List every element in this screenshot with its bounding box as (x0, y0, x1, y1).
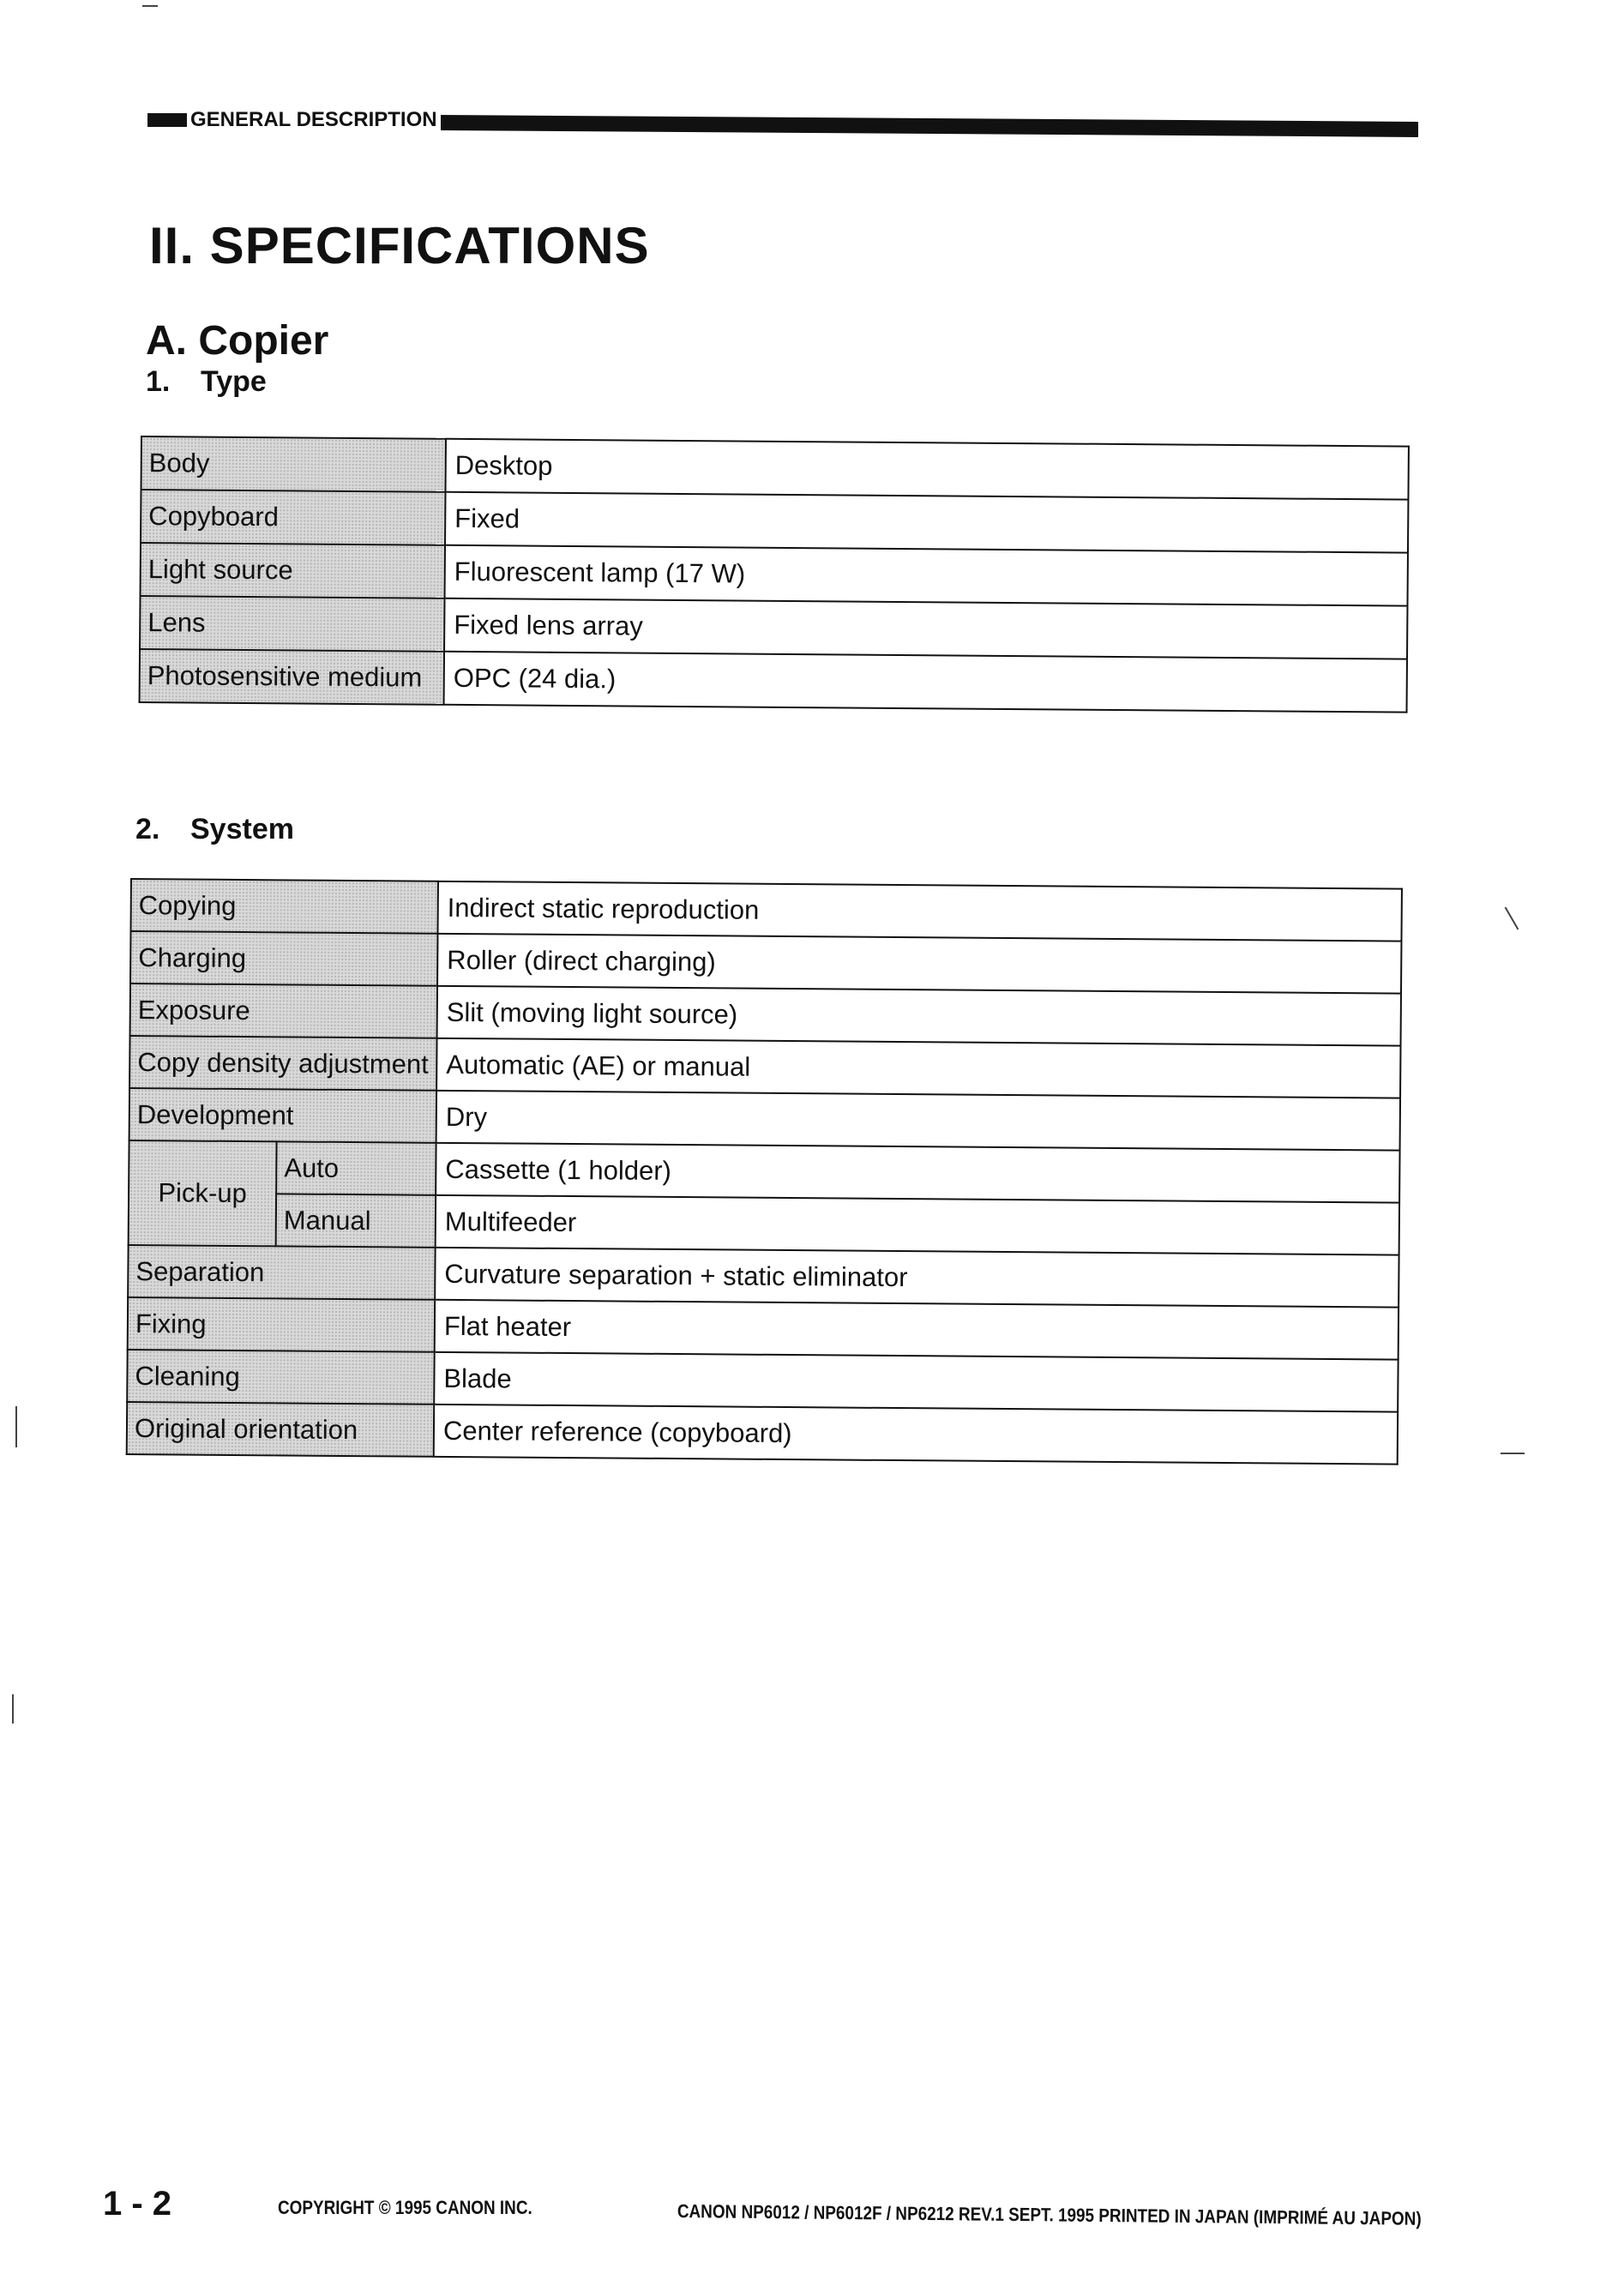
table-row (127, 1350, 1398, 1412)
spec-key: Exposure (130, 984, 437, 1038)
spec-value: Desktop (445, 439, 1408, 500)
header-block (147, 113, 187, 127)
table-row (128, 1245, 1398, 1308)
table-row (129, 1193, 1399, 1255)
spec-key: Development (129, 1088, 436, 1143)
type-heading (146, 365, 267, 399)
table-row (141, 490, 1408, 553)
spec-key: Light source (141, 543, 445, 599)
spec-key: Copying (131, 879, 438, 934)
spec-key: Copy density adjustment (129, 1036, 436, 1091)
copyright-notice: COPYRIGHT © 1995 CANON INC. (278, 2197, 532, 2218)
system-heading (135, 813, 294, 846)
table-row (129, 1088, 1400, 1151)
system-table (126, 878, 1403, 1465)
type-table (139, 436, 1410, 713)
model-info: CANON NP6012 / NP6012F / NP6212 REV.1 SEPT. 1995 PRINTED IN JAPAN (IMPRIMÉ AU JAPON) (677, 2200, 1422, 2229)
table-row (129, 1140, 1399, 1203)
spec-value: Slit (moving light source) (437, 986, 1401, 1046)
scan-mark (1505, 907, 1519, 930)
table-row (140, 596, 1407, 659)
table-row (127, 1402, 1398, 1465)
table-row (130, 931, 1401, 994)
spec-key: Original orientation (127, 1402, 434, 1457)
table-row (131, 879, 1402, 941)
table-row (141, 543, 1408, 606)
spec-value: Roller (direct charging) (437, 934, 1401, 994)
system-heading-number: 2. (135, 813, 160, 845)
spec-key: Cleaning (127, 1350, 434, 1405)
scan-mark (15, 1406, 17, 1447)
table-row (141, 436, 1409, 500)
type-heading-text: Type (201, 365, 267, 398)
header-label: GENERAL DESCRIPTION (190, 108, 437, 131)
spec-value: Indirect static reproduction (438, 881, 1402, 941)
pickup-auto-value: Cassette (1 holder) (436, 1143, 1399, 1203)
scan-mark (142, 5, 158, 7)
spec-value: OPC (24 dia.) (444, 652, 1407, 713)
spec-key: Charging (130, 931, 437, 986)
pickup-key: Pick-up (129, 1140, 277, 1246)
spec-key: Copyboard (141, 490, 445, 545)
spec-value: Center reference (copyboard) (434, 1405, 1398, 1465)
table-row (140, 649, 1407, 713)
type-heading-number: 1. (146, 365, 171, 398)
header-rule (441, 115, 1418, 137)
page-number: 1 - 2 (103, 2185, 172, 2223)
spec-value: Fluorescent lamp (17 W) (445, 545, 1408, 606)
spec-key: Fixing (128, 1297, 435, 1352)
table-row (128, 1297, 1398, 1360)
spec-value: Fixed (445, 492, 1408, 553)
scan-mark (1501, 1453, 1525, 1454)
pickup-manual-value: Multifeeder (436, 1195, 1399, 1255)
table-row (130, 984, 1401, 1046)
spec-value: Curvature separation + static eliminator (435, 1248, 1398, 1308)
section-header (147, 106, 1418, 130)
spec-value: Flat heater (435, 1300, 1398, 1360)
spec-key: Lens (140, 596, 444, 652)
spec-key: Body (141, 436, 446, 492)
spec-value: Blade (434, 1352, 1398, 1412)
table-row (129, 1036, 1400, 1098)
system-heading-text: System (190, 813, 294, 845)
spec-key: Separation (128, 1245, 435, 1300)
pickup-auto-key: Auto (276, 1141, 436, 1194)
spec-value: Fixed lens array (444, 599, 1407, 659)
page-title: II. SPECIFICATIONS (149, 217, 650, 274)
section-heading: A. Copier (146, 318, 329, 364)
spec-value: Dry (436, 1091, 1400, 1151)
spec-value: Automatic (AE) or manual (436, 1038, 1400, 1098)
spec-key: Photosensitive medium (140, 649, 444, 705)
scan-mark (12, 1694, 14, 1724)
pickup-manual-key: Manual (276, 1194, 436, 1247)
